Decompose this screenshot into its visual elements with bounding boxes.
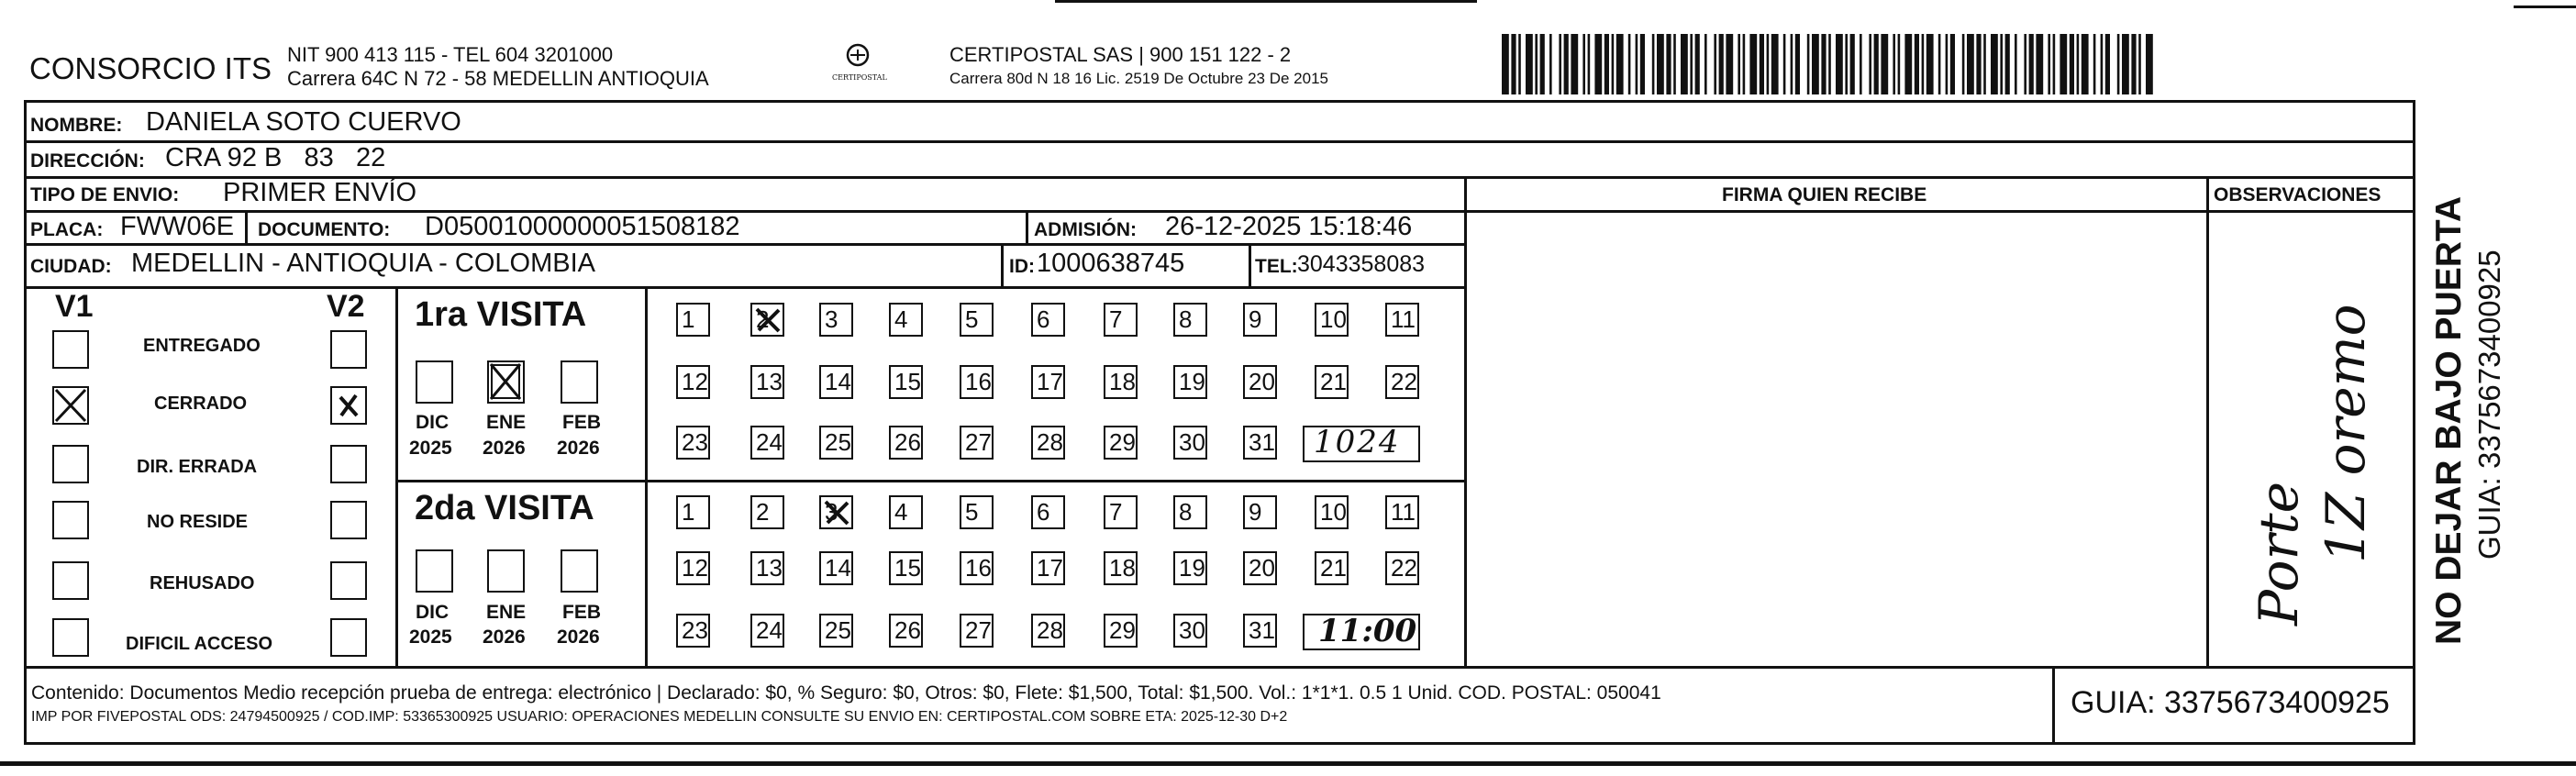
day-number: 8	[1179, 305, 1193, 333]
direccion-value: CRA 92 B 83 22	[165, 143, 386, 172]
side-guia: GUIA: 3375673400925	[2472, 249, 2506, 560]
day-box[interactable]	[1173, 614, 1207, 648]
company-name: CONSORCIO ITS	[29, 51, 272, 85]
no-dejar-bajo-puerta: NO DEJAR BAJO PUERTA	[2429, 195, 2469, 645]
year-label: 2026	[557, 626, 600, 648]
day-number: 28	[1037, 428, 1063, 456]
top-rule	[1055, 0, 1477, 3]
day-box[interactable]	[1243, 365, 1277, 399]
day-box[interactable]	[750, 303, 784, 337]
day-box[interactable]	[819, 365, 853, 399]
footer-line-2: IMP POR FIVEPOSTAL ODS: 24794500925 / COD.IMP: 53365300925 USUARIO: OPERACIONES MEDELLIN CONSULTE SU ENVIO EN: CERTIPOSTAL.COM SOBRE ETA: 2025-12-30 D+2	[31, 709, 1288, 725]
day-box[interactable]	[960, 365, 994, 399]
observaciones-header: OBSERVACIONES	[2214, 184, 2382, 205]
visit2-month-feb[interactable]	[561, 549, 598, 593]
day-number: 12	[682, 368, 708, 395]
day-number: 1	[682, 305, 695, 333]
placa-label: PLACA:	[30, 219, 104, 240]
day-box[interactable]	[1385, 551, 1419, 585]
day-number: 18	[1109, 554, 1136, 582]
day-number: 29	[1109, 428, 1136, 456]
v1-checkbox-cerrado[interactable]	[52, 386, 89, 425]
day-number: 26	[894, 428, 921, 456]
day-number: 15	[894, 554, 921, 582]
day-number: 31	[1249, 616, 1275, 644]
day-number: 27	[965, 428, 992, 456]
day-box[interactable]	[1243, 551, 1277, 585]
v1-checkbox-entregado[interactable]	[52, 330, 89, 369]
day-box[interactable]	[1385, 365, 1419, 399]
day-number: 17	[1037, 554, 1063, 582]
visit1-title: 1ra VISITA	[415, 295, 587, 334]
day-number: 18	[1109, 368, 1136, 395]
day-box[interactable]	[819, 614, 853, 648]
day-number: 31	[1249, 428, 1275, 456]
day-number: 28	[1037, 616, 1063, 644]
day-box[interactable]	[750, 365, 784, 399]
reason-label: NO RESIDE	[147, 512, 249, 532]
day-box[interactable]	[1104, 426, 1138, 460]
day-box[interactable]	[889, 551, 923, 585]
col-line	[1464, 176, 1467, 668]
admision-label: ADMISIÓN:	[1034, 219, 1137, 240]
day-number: 26	[894, 616, 921, 644]
ciudad-label: CIUDAD:	[30, 256, 112, 277]
day-number: 10	[1320, 498, 1347, 526]
v2-checkbox-dificil-acceso[interactable]	[330, 618, 367, 657]
tel-label: TEL:	[1255, 256, 1298, 277]
documento-value: D05001000000051508182	[425, 212, 740, 241]
reason-label: CERRADO	[154, 394, 248, 414]
col-line	[645, 288, 648, 668]
signature-area[interactable]	[1468, 212, 2204, 665]
day-number: 7	[1109, 498, 1123, 526]
day-box[interactable]	[750, 614, 784, 648]
v2-label: V2	[327, 289, 365, 324]
day-number: 30	[1179, 616, 1205, 644]
v2-checkbox-rehusado[interactable]	[330, 561, 367, 600]
observaciones-handwritten-1: Porte	[2248, 482, 2310, 626]
col-line	[2206, 176, 2209, 668]
day-box[interactable]	[819, 426, 853, 460]
day-number: 25	[825, 616, 851, 644]
day-number: 12	[682, 554, 708, 582]
day-number: 1	[682, 498, 695, 526]
row-line	[24, 666, 2415, 669]
logo-text: CERTIPOSTAL	[832, 73, 887, 82]
day-number: 4	[894, 305, 908, 333]
day-box[interactable]	[1104, 551, 1138, 585]
day-box[interactable]	[1031, 303, 1065, 337]
day-number: 8	[1179, 498, 1193, 526]
v1-checkbox-dificil-acceso[interactable]	[52, 618, 89, 657]
day-number: 13	[756, 554, 783, 582]
row-line	[2206, 210, 2415, 213]
day-box[interactable]	[676, 303, 710, 337]
ciudad-value: MEDELLIN - ANTIOQUIA - COLOMBIA	[131, 249, 595, 278]
day-number: 13	[756, 368, 783, 395]
id-label: ID:	[1009, 256, 1035, 277]
month-label: FEB	[562, 412, 601, 433]
day-box[interactable]	[960, 551, 994, 585]
day-box[interactable]	[819, 303, 853, 337]
day-number: 21	[1320, 368, 1347, 395]
day-number: 20	[1249, 554, 1275, 582]
month-label: ENE	[486, 602, 527, 623]
day-box[interactable]	[1104, 365, 1138, 399]
day-box[interactable]	[750, 426, 784, 460]
day-box[interactable]	[1243, 303, 1277, 337]
year-label: 2026	[483, 438, 526, 459]
day-box[interactable]	[960, 495, 994, 529]
day-box[interactable]	[1173, 551, 1207, 585]
x-mark-icon	[489, 362, 522, 401]
day-box[interactable]	[1315, 365, 1349, 399]
day-number: 21	[1320, 554, 1347, 582]
visit1-hour-handwritten: 1024	[1314, 424, 1401, 460]
visit2-hour-handwritten: 11:00	[1318, 613, 1417, 649]
v2-checkbox-entregado[interactable]	[330, 330, 367, 369]
day-box[interactable]	[1031, 365, 1065, 399]
day-number: 10	[1320, 305, 1347, 333]
month-label: DIC	[416, 412, 450, 433]
month-label: DIC	[416, 602, 450, 623]
day-box[interactable]	[889, 426, 923, 460]
day-box[interactable]	[1243, 614, 1277, 648]
day-box[interactable]	[750, 551, 784, 585]
reason-label: DIR. ERRADA	[137, 457, 258, 477]
reason-label: ENTREGADO	[143, 336, 261, 356]
tel-value: 3043358083	[1297, 251, 1426, 277]
day-number: 2	[756, 305, 770, 333]
day-box[interactable]	[1173, 426, 1207, 460]
observaciones-handwritten-2: 1Z oremo	[2315, 304, 2377, 563]
x-mark-icon	[332, 388, 365, 423]
v2-checkbox-dir-errada[interactable]	[330, 445, 367, 483]
nombre-label: NOMBRE:	[30, 115, 123, 136]
day-number: 3	[825, 498, 838, 526]
tipo-envio-value: PRIMER ENVÍO	[223, 178, 417, 207]
day-number: 23	[682, 616, 708, 644]
company-address: Carrera 64C N 72 - 58 MEDELLIN ANTIOQUIA	[287, 67, 709, 90]
day-number: 16	[965, 368, 992, 395]
day-number: 4	[894, 498, 908, 526]
col-line	[1001, 245, 1004, 288]
day-box[interactable]	[960, 426, 994, 460]
day-number: 5	[965, 498, 979, 526]
day-number: 23	[682, 428, 708, 456]
nit-line: NIT 900 413 115 - TEL 604 3201000	[287, 43, 614, 66]
day-box[interactable]	[1385, 495, 1419, 529]
day-box[interactable]	[819, 551, 853, 585]
reason-label: REHUSADO	[150, 573, 255, 593]
day-box[interactable]	[676, 551, 710, 585]
v2-checkbox-no-reside[interactable]	[330, 501, 367, 539]
v1-checkbox-dir-errada[interactable]	[52, 445, 89, 483]
day-box[interactable]	[1031, 551, 1065, 585]
v2-checkbox-cerrado[interactable]	[330, 386, 367, 425]
day-box[interactable]	[1315, 495, 1349, 529]
day-box[interactable]	[1031, 495, 1065, 529]
v1-label: V1	[55, 289, 94, 324]
day-box[interactable]	[1385, 303, 1419, 337]
footer-line-1: Contenido: Documentos Medio recepción prueba de entrega: electrónico | Declarado: $0, % Seguro: $0, Otros: $0, Flete: $1,500, Total: $1,500. Vol.: 1*1*1. 0.5 1 Unid. COD. POSTAL: 050041	[31, 682, 1661, 704]
day-box[interactable]	[1315, 303, 1349, 337]
day-box[interactable]	[889, 614, 923, 648]
day-box[interactable]	[1243, 495, 1277, 529]
day-box[interactable]	[1243, 426, 1277, 460]
day-number: 11	[1391, 498, 1416, 526]
visit1-month-ene[interactable]	[487, 360, 525, 404]
day-box[interactable]	[1104, 614, 1138, 648]
day-box[interactable]	[1173, 495, 1207, 529]
day-number: 6	[1037, 305, 1050, 333]
day-box[interactable]	[889, 303, 923, 337]
col-line	[2052, 666, 2055, 745]
year-label: 2026	[557, 438, 600, 459]
day-number: 11	[1391, 305, 1416, 333]
day-number: 22	[1391, 368, 1417, 395]
day-box[interactable]	[1104, 495, 1138, 529]
certipostal-address: Carrera 80d N 18 16 Lic. 2519 De Octubre 23 De 2015	[949, 70, 1328, 87]
day-box[interactable]	[750, 495, 784, 529]
top-rule-right	[2514, 6, 2576, 8]
day-box[interactable]	[960, 303, 994, 337]
day-number: 5	[965, 305, 979, 333]
visit1-month-feb[interactable]	[561, 360, 598, 404]
day-box[interactable]	[676, 614, 710, 648]
day-number: 14	[825, 368, 851, 395]
barcode	[1502, 34, 2153, 94]
day-number: 27	[965, 616, 992, 644]
day-number: 19	[1179, 554, 1205, 582]
day-number: 6	[1037, 498, 1050, 526]
day-number: 24	[756, 616, 783, 644]
day-box[interactable]	[676, 365, 710, 399]
visit2-month-ene[interactable]	[487, 549, 525, 593]
day-box[interactable]	[960, 614, 994, 648]
v1-checkbox-rehusado[interactable]	[52, 561, 89, 600]
day-box[interactable]	[819, 495, 853, 529]
day-number: 2	[756, 498, 770, 526]
day-box[interactable]	[1315, 551, 1349, 585]
visit2-month-dic[interactable]	[416, 549, 453, 593]
placa-value: FWW06E	[120, 212, 235, 241]
tipo-envio-label: TIPO DE ENVIO:	[30, 184, 180, 205]
day-box[interactable]	[1173, 303, 1207, 337]
day-number: 16	[965, 554, 992, 582]
day-number: 9	[1249, 498, 1262, 526]
day-box[interactable]	[889, 495, 923, 529]
day-number: 25	[825, 428, 851, 456]
x-mark-icon	[54, 388, 87, 423]
day-box[interactable]	[889, 365, 923, 399]
day-number: 14	[825, 554, 851, 582]
admision-value: 26-12-2025 15:18:46	[1165, 212, 1413, 241]
guia-box: GUIA: 3375673400925	[2071, 685, 2390, 720]
day-number: 15	[894, 368, 921, 395]
documento-label: DOCUMENTO:	[258, 219, 391, 240]
day-box[interactable]	[1031, 614, 1065, 648]
day-box[interactable]	[1173, 365, 1207, 399]
month-label: FEB	[562, 602, 601, 623]
day-number: 24	[756, 428, 783, 456]
x-mark-icon	[753, 305, 783, 335]
certipostal-line: CERTIPOSTAL SAS | 900 151 122 - 2	[949, 43, 1292, 66]
certipostal-logo	[830, 40, 885, 92]
day-box[interactable]	[1031, 426, 1065, 460]
col-line	[1026, 212, 1028, 245]
year-label: 2025	[409, 438, 452, 459]
day-number: 19	[1179, 368, 1205, 395]
day-box[interactable]	[676, 495, 710, 529]
firma-header: FIRMA QUIEN RECIBE	[1722, 184, 1927, 205]
day-number: 9	[1249, 305, 1262, 333]
day-number: 3	[825, 305, 838, 333]
reason-label: DIFICIL ACCESO	[126, 634, 273, 654]
year-label: 2026	[483, 626, 526, 648]
day-box[interactable]	[676, 426, 710, 460]
visit2-title: 2da VISITA	[415, 489, 594, 527]
id-value: 1000638745	[1037, 249, 1185, 278]
month-label: ENE	[486, 412, 527, 433]
visit1-month-dic[interactable]	[416, 360, 453, 404]
row-line	[395, 480, 1466, 482]
day-number: 22	[1391, 554, 1417, 582]
day-number: 30	[1179, 428, 1205, 456]
day-box[interactable]	[1104, 303, 1138, 337]
v1-checkbox-no-reside[interactable]	[52, 501, 89, 539]
col-line	[395, 288, 398, 668]
bottom-rule	[0, 761, 2576, 766]
x-mark-icon	[822, 498, 851, 527]
day-number: 7	[1109, 305, 1123, 333]
col-line	[1249, 245, 1251, 288]
col-line	[245, 212, 248, 245]
day-number: 17	[1037, 368, 1063, 395]
day-number: 20	[1249, 368, 1275, 395]
direccion-label: DIRECCIÓN:	[30, 150, 145, 172]
year-label: 2025	[409, 626, 452, 648]
day-number: 29	[1109, 616, 1136, 644]
nombre-value: DANIELA SOTO CUERVO	[146, 107, 461, 137]
